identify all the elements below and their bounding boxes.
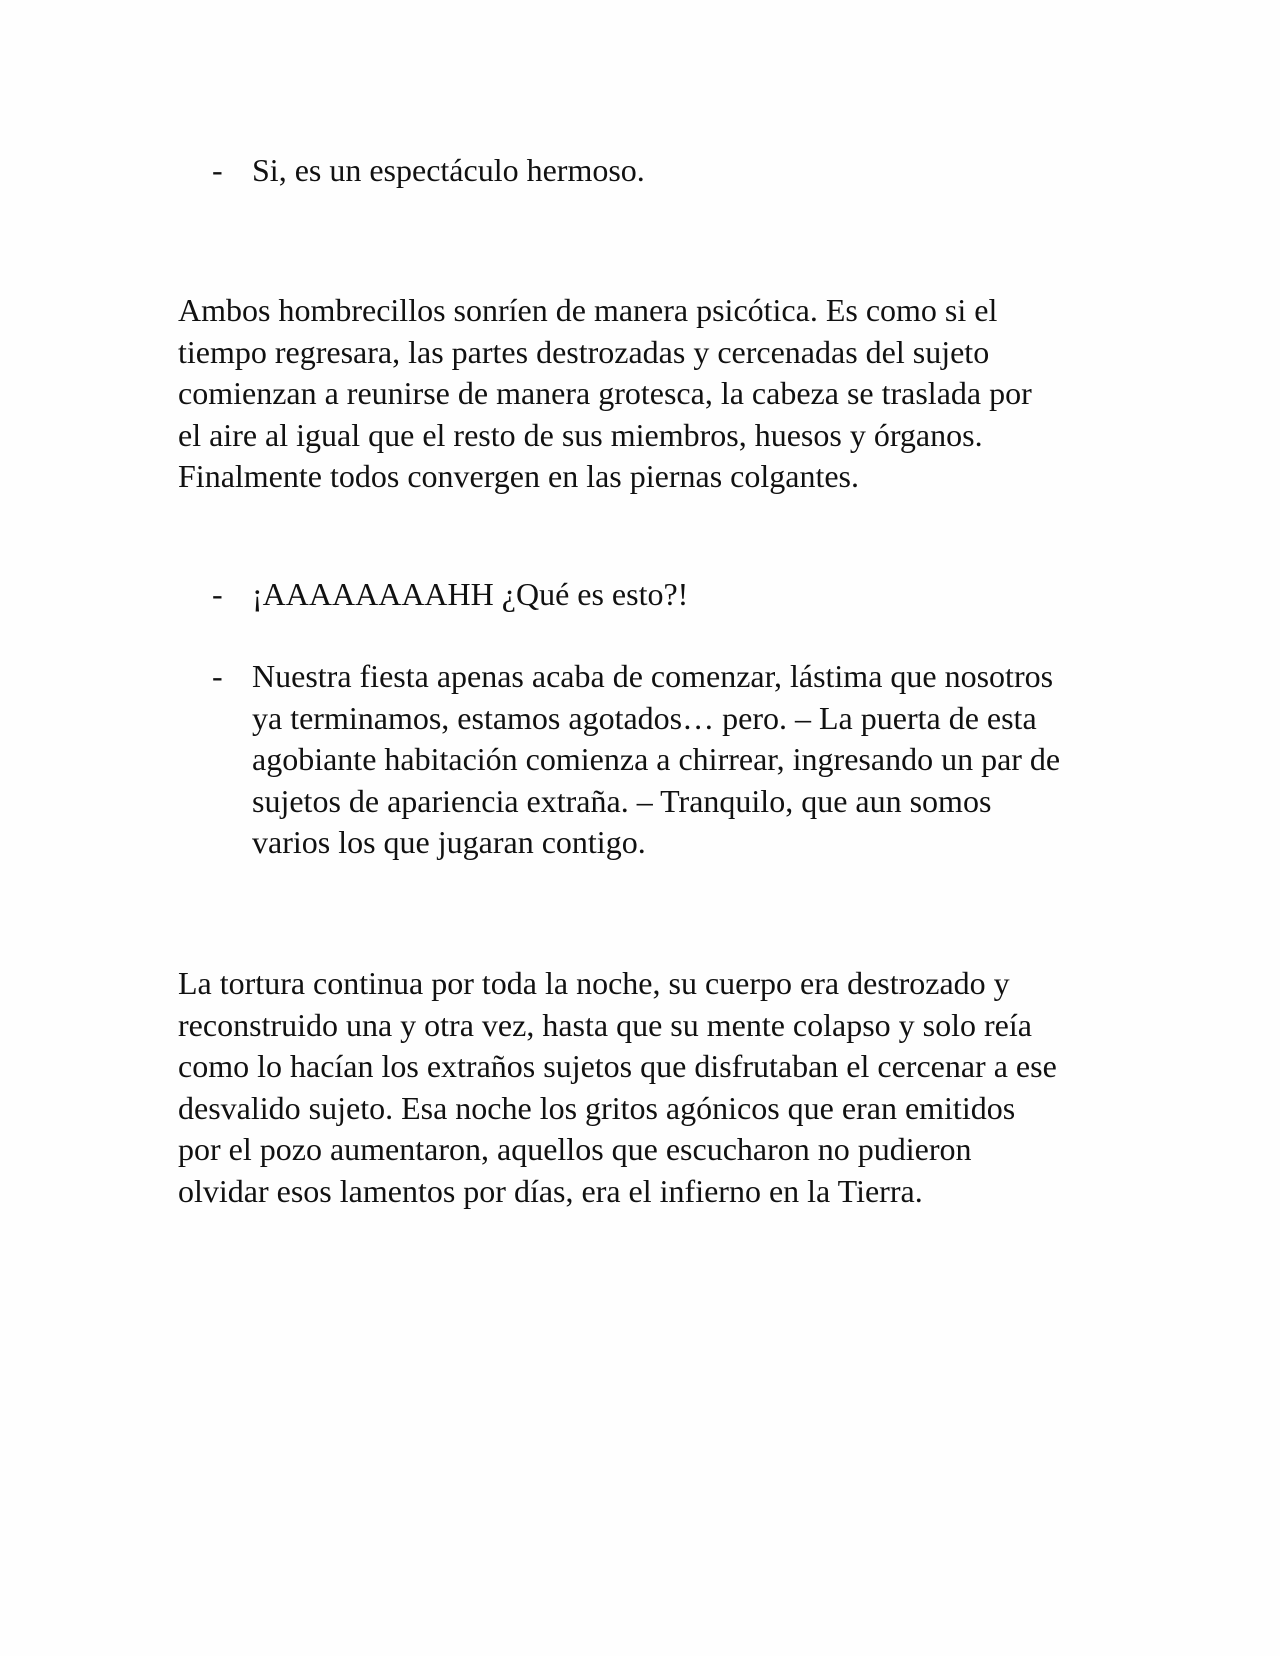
text-line: por el pozo aumentaron, aquellos que escucharon no pudieron: [178, 1131, 972, 1167]
text-line: Si, es un espectáculo hermoso.: [252, 152, 645, 188]
text-line: varios los que jugaran contigo.: [252, 824, 646, 860]
dialogue-text: [252, 150, 1112, 192]
text-line: como lo hacían los extraños sujetos que disfrutaban el cercenar a ese: [178, 1048, 1057, 1084]
dialogue-text: [252, 574, 1112, 616]
text-line: agobiante habitación comienza a chirrear, ingresando un par de: [252, 741, 1061, 777]
text-line: tiempo regresara, las partes destrozadas y cercenadas del sujeto: [178, 333, 990, 370]
text-line: reconstruido una y otra vez, hasta que su mente colapso y solo reía: [178, 1006, 1032, 1043]
text-line: Finalmente todos convergen en las piernas colgantes.: [178, 458, 859, 494]
narrative-paragraph: [178, 963, 1118, 1212]
text-line: el aire al igual que el resto de sus miembros, huesos y órganos.: [178, 416, 983, 453]
narrative-paragraph: [178, 290, 1118, 498]
dialogue-dash: -: [212, 576, 223, 612]
text-line: comienzan a reunirse de manera grotesca, la cabeza se traslada por: [178, 375, 1032, 411]
dialogue-dash: -: [212, 658, 223, 694]
text-line: desvalido sujeto. Esa noche los gritos agónicos que eran emitidos: [178, 1089, 1016, 1126]
text-line: sujetos de apariencia extraña. – Tranquilo, que aun somos: [252, 782, 992, 819]
text-line: Nuestra fiesta apenas acaba de comenzar, lástima que nosotros: [252, 658, 1054, 694]
text-line: La tortura continua por toda la noche, su cuerpo era destrozado y: [178, 965, 1010, 1001]
text-line: ya terminamos, estamos agotados… pero. – La puerta de esta: [252, 699, 1037, 736]
text-line: ¡AAAAAAAAHH ¿Qué es esto?!: [252, 576, 689, 612]
text-line: Ambos hombrecillos sonríen de manera psicótica. Es como si el: [178, 292, 998, 328]
dialogue-text: [252, 656, 1112, 864]
text-line: olvidar esos lamentos por días, era el infierno en la Tierra.: [178, 1172, 923, 1209]
dialogue-dash: -: [212, 152, 223, 188]
